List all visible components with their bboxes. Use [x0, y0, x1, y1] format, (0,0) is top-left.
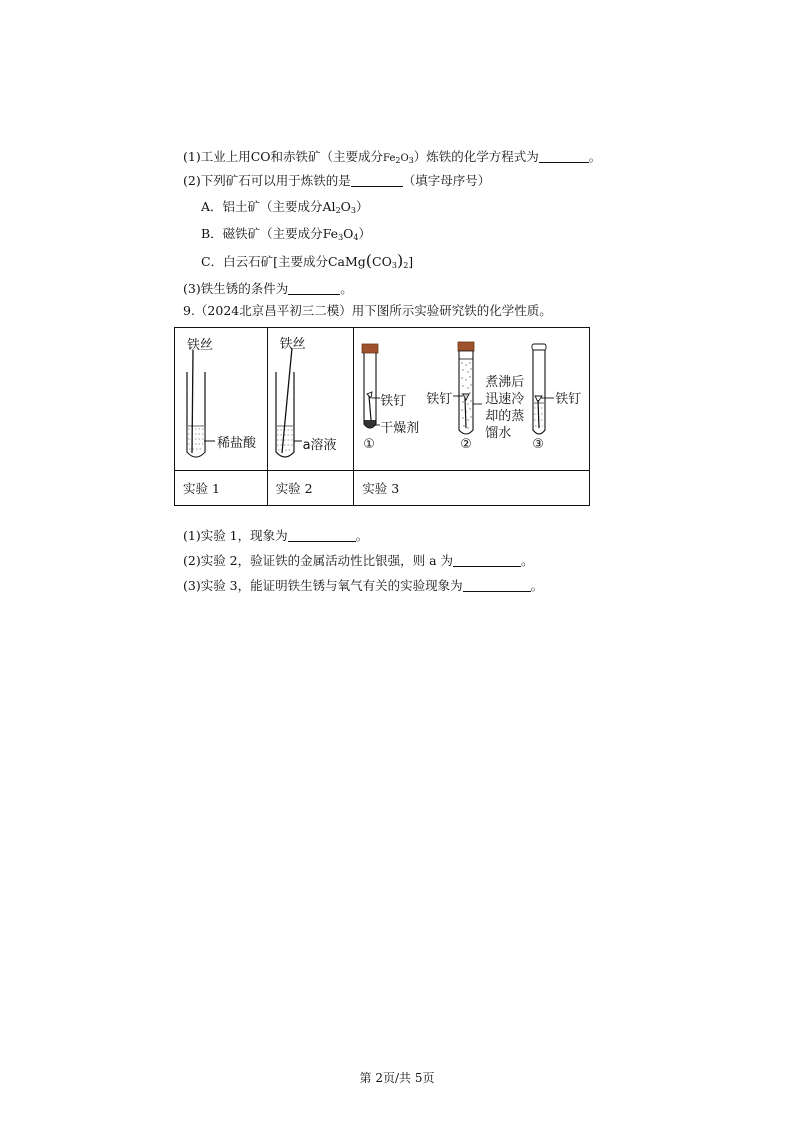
answer-blank[interactable]: [288, 529, 356, 542]
answer-blank[interactable]: [463, 579, 531, 592]
q9-intro: 9.（2024北京昌平初三二模）用下图所示实验研究铁的化学性质。: [183, 303, 552, 318]
iron-nail-label: 铁钉: [426, 392, 453, 407]
q8-option-b: B．磁铁矿（主要成分$Fe_3O_4$）: [201, 226, 372, 242]
answer-blank[interactable]: [453, 554, 521, 567]
tube-3-mark: ③: [532, 437, 544, 452]
q8-option-c: C．白云石矿[主要成分$CaMg(CO_3)_2$]: [201, 251, 414, 270]
iron-nail-label: 铁钉: [380, 394, 407, 409]
iron-nail-label: 铁钉: [555, 392, 582, 407]
boiled-water-label-2: 迅速冷: [485, 392, 525, 407]
q8-option-a: A．铝土矿（主要成分$Al_2O_3$）: [201, 199, 369, 215]
dilute-hcl-label: 稀盐酸: [217, 436, 257, 451]
q9-part3: (3)实验 3，能证明铁生锈与氧气有关的实验现象为 。: [183, 578, 544, 593]
q8-part1: (1)工业上用CO和赤铁矿（主要成分$Fe_2O_3$）炼铁的化学方程式为 。: [183, 149, 602, 165]
q9-part1: (1)实验 1，现象为 。: [183, 528, 369, 543]
experiment-3-figure: [354, 328, 590, 471]
q9-part2: (2)实验 2，验证铁的金属活动性比银强，则 a 为 。: [183, 553, 534, 568]
desiccant-label: 干燥剂: [380, 421, 420, 436]
experiment-3-label: 实验 3: [354, 471, 590, 506]
q8-part2: (2)下列矿石可以用于炼铁的是 （填字母序号）: [183, 173, 491, 188]
boiled-water-label-1: 煮沸后: [485, 375, 525, 390]
experiment-table: [174, 327, 590, 506]
tube-2-mark: ②: [460, 437, 472, 452]
a-solution-label: a溶液: [302, 438, 337, 453]
tube-1-mark: ①: [363, 437, 375, 452]
answer-blank[interactable]: [351, 174, 403, 187]
answer-blank[interactable]: [288, 282, 340, 295]
iron-wire-label: 铁丝: [187, 338, 214, 353]
experiment-1-label: 实验 1: [175, 471, 268, 506]
boiled-water-label-4: 馏水: [485, 426, 512, 441]
q8-part3: (3)铁生锈的条件为 。: [183, 281, 353, 296]
page-footer: 第 2页/共 5页: [359, 1071, 435, 1085]
boiled-water-label-3: 却的蒸: [485, 409, 525, 424]
experiment-2-label: 实验 2: [267, 471, 354, 506]
experiment-2-figure: [267, 328, 354, 471]
experiment-1-figure: [175, 328, 268, 471]
answer-blank[interactable]: [539, 150, 589, 163]
iron-wire-label: 铁丝: [279, 337, 306, 352]
